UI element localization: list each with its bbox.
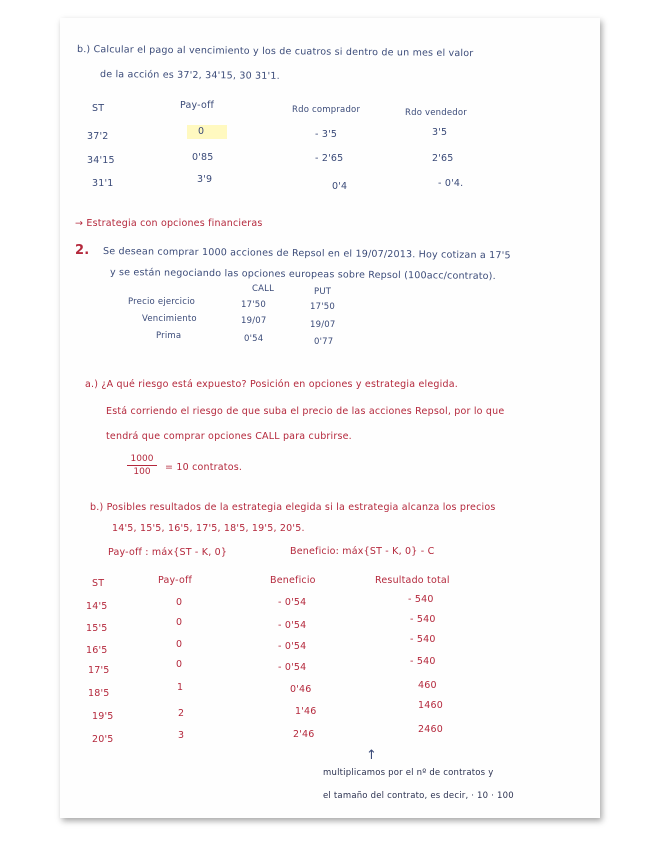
result-row-payoff: 1 xyxy=(177,682,184,693)
result-row-benefit: 2'46 xyxy=(293,729,315,740)
result-row-payoff: 2 xyxy=(178,708,185,719)
prev-row-buyer: 0'4 xyxy=(332,181,348,192)
result-row-total: 460 xyxy=(418,680,437,691)
prev-b-line1: b.) Calcular el pago al vencimiento y los de cuatros si dentro de un mes el valor xyxy=(76,44,474,60)
result-row-st: 18'5 xyxy=(88,688,110,699)
result-row-total: - 540 xyxy=(410,614,436,625)
problem-number: 2. xyxy=(75,243,90,258)
prev-row-buyer: - 2'65 xyxy=(315,153,344,164)
table-header-benefit: Beneficio xyxy=(270,575,316,586)
table-row-put: 17'50 xyxy=(310,302,335,312)
prev-row-st: 31'1 xyxy=(92,178,114,189)
result-row-payoff: 0 xyxy=(176,639,183,650)
result-row-total: 1460 xyxy=(418,700,443,711)
result-row-st: 14'5 xyxy=(86,601,108,612)
result-row-payoff: 0 xyxy=(176,659,183,670)
result-row-st: 19'5 xyxy=(92,711,114,722)
part-a-line2: Está corriendo el riesgo de que suba el precio de las acciones Repsol, por lo que xyxy=(106,406,505,417)
fraction-denominator: 100 xyxy=(133,467,151,477)
result-row-total: - 540 xyxy=(408,594,434,605)
table-row-label: Prima xyxy=(156,331,182,341)
table-row-put: 19/07 xyxy=(310,320,336,330)
result-row-payoff: 0 xyxy=(176,597,183,608)
table-header-put: PUT xyxy=(314,287,332,297)
table-row-put: 0'77 xyxy=(314,337,334,347)
fraction-numerator: 1000 xyxy=(130,454,154,464)
benefit-formula: Beneficio: máx{ST - K, 0} - C xyxy=(290,546,435,557)
result-row-st: 16'5 xyxy=(86,645,108,656)
strategy-title: → Estrategia con opciones financieras xyxy=(75,218,263,229)
note-line1: multiplicamos por el nº de contratos y xyxy=(323,768,494,778)
prev-row-seller: 3'5 xyxy=(432,127,448,138)
result-row-benefit: - 0'54 xyxy=(278,620,307,631)
part-b-line2: 14'5, 15'5, 16'5, 17'5, 18'5, 19'5, 20'5. xyxy=(112,523,305,534)
result-row-total: 2460 xyxy=(418,724,443,735)
table-header-st: ST xyxy=(92,578,105,589)
prev-header-seller: Rdo vendedor xyxy=(405,108,467,118)
prev-header-payoff: Pay-off xyxy=(180,100,215,111)
table-row-label: Precio ejercicio xyxy=(128,297,196,307)
result-row-st: 20'5 xyxy=(92,734,114,745)
prev-header-st: ST xyxy=(92,103,105,114)
table-row-call: 0'54 xyxy=(244,334,264,344)
result-row-st: 15'5 xyxy=(86,623,108,634)
result-row-total: - 540 xyxy=(410,656,436,667)
prev-row-payoff: 0 xyxy=(198,126,205,137)
prev-row-payoff: 3'9 xyxy=(197,174,213,185)
result-row-payoff: 0 xyxy=(176,617,183,628)
table-row-call: 19/07 xyxy=(241,316,267,326)
result-row-benefit: - 0'54 xyxy=(278,641,307,652)
table-row-call: 17'50 xyxy=(241,300,266,310)
highlight-mark xyxy=(187,125,227,139)
result-row-total: - 540 xyxy=(410,634,436,645)
part-a-line3: tendrá que comprar opciones CALL para cubrirse. xyxy=(106,431,352,442)
problem2-line1: Se desean comprar 1000 acciones de Repsol en el 19/07/2013. Hoy cotizan a 17'5 xyxy=(102,246,511,262)
table-header-payoff: Pay-off xyxy=(158,575,193,586)
result-row-benefit: - 0'54 xyxy=(278,597,307,608)
table-header-call: CALL xyxy=(252,284,275,294)
result-row-st: 17'5 xyxy=(88,665,110,676)
note-line2: el tamaño del contrato, es decir, · 10 · 100 xyxy=(323,791,514,801)
problem2-line2: y se están negociando las opciones europeas sobre Repsol (100acc/contrato). xyxy=(109,267,496,283)
prev-header-buyer: Rdo comprador xyxy=(292,105,361,115)
part-a-line1: a.) ¿A qué riesgo está expuesto? Posición en opciones y estrategia elegida. xyxy=(85,379,458,390)
prev-row-st: 37'2 xyxy=(87,131,109,142)
part-b-line1: b.) Posibles resultados de la estrategia elegida si la estrategia alcanza los precios xyxy=(90,502,496,513)
prev-b-line2: de la acción es 37'2, 34'15, 30 31'1. xyxy=(99,69,280,82)
prev-row-buyer: - 3'5 xyxy=(315,129,338,140)
prev-row-payoff: 0'85 xyxy=(192,152,214,163)
prev-row-seller: - 0'4. xyxy=(438,178,464,189)
result-row-payoff: 3 xyxy=(178,730,185,741)
payoff-formula: Pay-off : máx{ST - K, 0} xyxy=(108,547,228,558)
prev-row-seller: 2'65 xyxy=(432,153,454,164)
result-row-benefit: 1'46 xyxy=(295,706,317,717)
result-row-benefit: - 0'54 xyxy=(278,662,307,673)
contracts-result: = 10 contratos. xyxy=(165,462,243,473)
contracts-fraction xyxy=(127,454,157,477)
prev-row-st: 34'15 xyxy=(87,155,115,166)
fraction-bar xyxy=(127,465,157,466)
table-header-total: Resultado total xyxy=(375,575,450,586)
table-row-label: Vencimiento xyxy=(142,314,197,324)
result-row-benefit: 0'46 xyxy=(290,684,312,695)
up-arrow-icon: ↑ xyxy=(366,748,377,763)
